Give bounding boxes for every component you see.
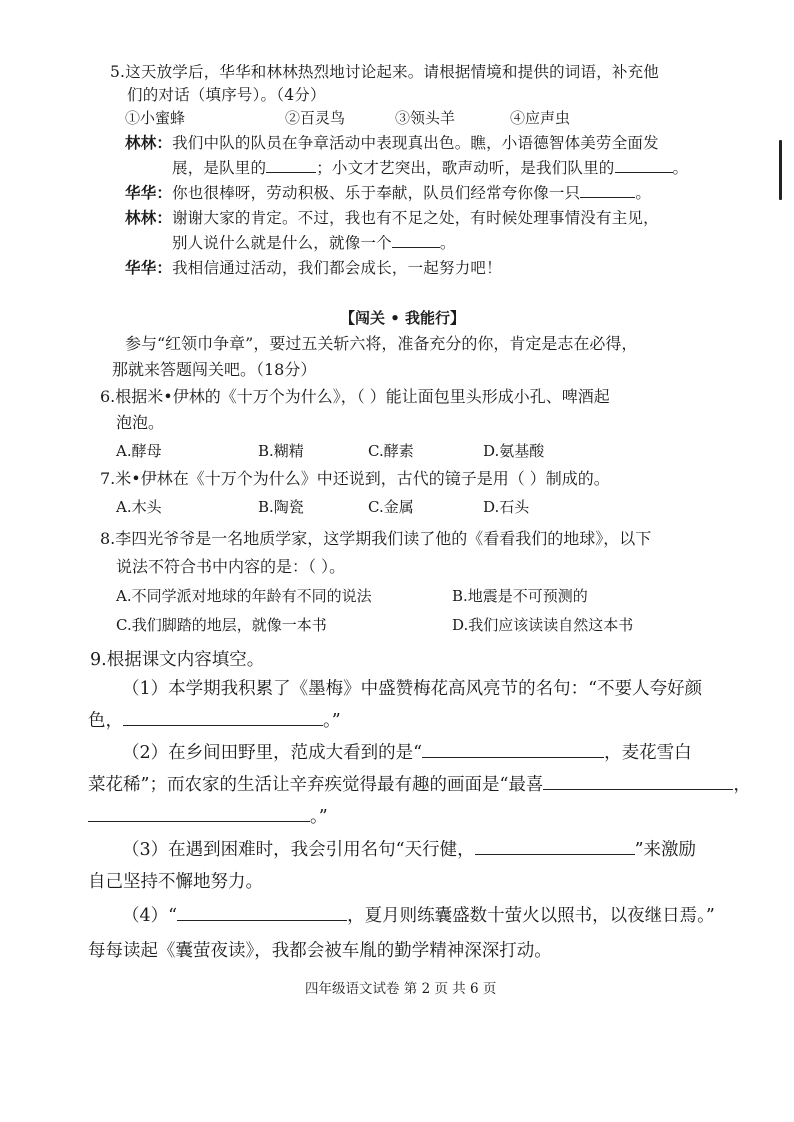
q9-text: 色， — [88, 711, 123, 731]
q9-text: （3）在遇到困难时，我会引用名句“天行健， — [122, 840, 475, 860]
answer-blank[interactable] — [580, 196, 635, 198]
q6-option-c[interactable]: C.酵素 — [368, 442, 414, 460]
q5-prompt-line-1: 5.这天放学后，华华和林林热烈地讨论起来。请根据情境和提供的词语，补充他 — [110, 63, 659, 81]
answer-blank[interactable] — [392, 246, 440, 248]
q7-line-1: 7.米•伊林在《十万个为什么》中还说到，古代的镜子是用（ ）制成的。 — [100, 469, 610, 488]
q6-option-d[interactable]: D.氨基酸 — [483, 442, 545, 460]
section-title: 【闯关 • 我能行】 — [340, 309, 466, 327]
dialogue-text: 我相信通过活动，我们都会成长，一起努力吧！ — [172, 259, 502, 277]
q6-line-2: 泡泡。 — [116, 413, 165, 432]
q5-dialogue-3-line-1 — [125, 206, 659, 228]
answer-blank[interactable] — [422, 756, 604, 758]
q9-item-1-line-2 — [88, 707, 341, 732]
dialogue-text: 我们中队的队员在争章活动中表现真出色。瞧，小语德智体美劳全面发 — [172, 134, 659, 152]
answer-blank[interactable] — [88, 820, 310, 822]
dialogue-text: 展，是队里的 — [172, 159, 267, 177]
speaker-linlin: 林林： — [125, 133, 173, 152]
q9-item-2-line-3 — [88, 803, 328, 828]
scan-edge-mark — [779, 140, 782, 200]
answer-blank[interactable] — [615, 171, 673, 173]
q5-dialogue-2 — [125, 181, 651, 203]
q9-item-2-line-1 — [122, 739, 692, 764]
q5-dialogue-1-line-1 — [125, 131, 659, 153]
q9-text: ，麦花雪白 — [604, 743, 692, 763]
dialogue-text: 你也很棒呀，劳动积极、乐于奉献，队员们经常夸你像一只 — [172, 184, 581, 202]
dialogue-text: 。 — [439, 234, 456, 252]
q9-item-1-line-1: （1）本学期我积累了《墨梅》中盛赞梅花高风亮节的名句：“不要人夸好颜 — [122, 679, 703, 699]
speaker-linlin: 林林： — [125, 208, 173, 227]
q5-choice-4: ④应声虫 — [510, 109, 571, 127]
q5-dialogue-3-line-2 — [172, 231, 456, 253]
q8-line-2: 说法不符合书中内容的是：（ ）。 — [116, 557, 346, 576]
q9-item-3-line-1 — [122, 836, 696, 861]
q9-item-4-line-2: 每每读起《囊萤夜读》，我都会被车胤的勤学精神深深打动。 — [88, 941, 552, 961]
answer-blank[interactable] — [177, 919, 347, 921]
page-footer: 四年级语文试卷 第 2 页 共 6 页 — [305, 981, 497, 997]
q5-choice-1: ①小蜜蜂 — [125, 109, 186, 127]
q8-line-1: 8.李四光爷爷是一名地质学家，这学期我们读了他的《看看我们的地球》，以下 — [100, 529, 652, 548]
q7-option-c[interactable]: C.金属 — [368, 498, 414, 516]
speaker-huahua: 华华： — [125, 183, 173, 202]
q9-text: （2）在乡间田野里，范成大看到的是“ — [122, 743, 423, 763]
q9-text: （4）“ — [122, 906, 178, 926]
q9-item-2-line-2 — [88, 771, 751, 796]
q7-option-d[interactable]: D.石头 — [483, 498, 530, 516]
q5-dialogue-4 — [125, 256, 502, 278]
q8-option-a[interactable]: A.不同学派对地球的年龄有不同的说法 — [116, 587, 372, 605]
q9-text: 菜花稀”；而农家的生活让辛弃疾觉得最有趣的画面是“最喜 — [88, 775, 544, 795]
q7-option-b[interactable]: B.陶瓷 — [258, 498, 304, 516]
q9-item-4-line-1 — [122, 902, 715, 927]
q7-option-a[interactable]: A.木头 — [116, 498, 162, 516]
answer-blank[interactable] — [475, 853, 635, 855]
q5-choice-2: ②百灵鸟 — [285, 109, 346, 127]
dialogue-text: 别人说什么就是什么，就像一个 — [172, 234, 392, 252]
dialogue-text: 谢谢大家的肯定。不过，我也有不足之处，有时候处理事情没有主见， — [172, 209, 659, 227]
q9-title: 9.根据课文内容填空。 — [90, 650, 265, 670]
q9-text: ， — [733, 775, 751, 795]
q8-option-b[interactable]: B.地震是不可预测的 — [452, 587, 588, 605]
q9-text: ”来激励 — [634, 840, 697, 860]
dialogue-text: 。 — [672, 159, 689, 177]
answer-blank[interactable] — [266, 171, 316, 173]
q5-dialogue-1-line-2 — [172, 156, 688, 178]
q8-option-c[interactable]: C.我们脚踏的地层，就像一本书 — [116, 616, 327, 634]
dialogue-text: 。 — [635, 184, 652, 202]
dialogue-text: ；小文才艺突出，歌声动听，是我们队里的 — [316, 159, 615, 177]
section-intro-line-2: 那就来答题闯关吧。（18分） — [112, 360, 317, 379]
q9-text: 。” — [323, 711, 341, 731]
q9-text: 。” — [310, 807, 328, 827]
q5-choice-3: ③领头羊 — [395, 109, 456, 127]
q9-item-3-line-2: 自己坚持不懈地努力。 — [88, 872, 263, 892]
answer-blank[interactable] — [543, 788, 733, 790]
q6-option-a[interactable]: A.酵母 — [116, 442, 162, 460]
answer-blank[interactable] — [123, 724, 323, 726]
q6-line-1: 6.根据米•伊林的《十万个为什么》，（ ）能让面包里头形成小孔、啤酒起 — [100, 387, 610, 406]
q9-text: ，夏月则练囊盛数十萤火以照书，以夜继日焉。” — [347, 906, 715, 926]
q5-prompt-line-2: 们的对话（填序号）。（4分） — [127, 86, 326, 104]
section-intro-line-1: 参与“红领巾争章”，要过五关斩六将，准备充分的你，肯定是志在必得， — [125, 334, 638, 353]
q6-option-b[interactable]: B.糊精 — [258, 442, 304, 460]
q8-option-d[interactable]: D.我们应该读读自然这本书 — [452, 616, 634, 634]
speaker-huahua: 华华： — [125, 258, 173, 277]
